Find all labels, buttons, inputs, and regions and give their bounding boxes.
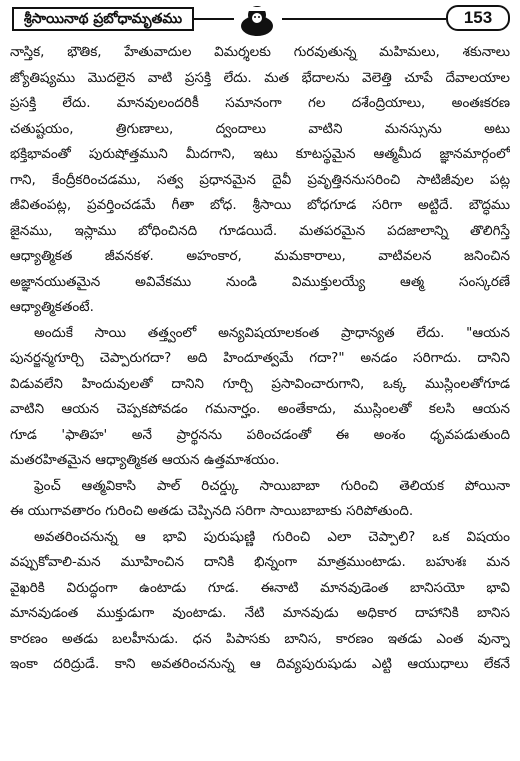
text-line: నాస్తిక, భౌతిక, హేతువాదుల విమర్శలకు గురవుతున్న మహిమలు, శకునాలు xyxy=(10,44,510,60)
text-line: ఈ యుగావతారం గురించి అతడు చెప్పినది సరిగా సాయిబాబాకు సరిపోతుంది. xyxy=(10,503,414,519)
text-line: వాటిని ఆయన చెప్పకపోవడం గమనార్హం. అంతేకాదు, ముస్లింలతో కలసి ఆయన xyxy=(10,401,510,417)
text-line: జైనము, ఇస్లాము బోధించినది గూడయిదే. మతపరమైన పదజాలాన్ని తొలిగిస్తే xyxy=(10,222,510,239)
text-line: అందుకే సాయి తత్త్వంలో అన్యవిషయాలకంత ప్రాధాన్యత లేదు. "ఆయన xyxy=(34,324,510,341)
header-rule-left xyxy=(194,18,234,20)
sai-baba-portrait-icon xyxy=(234,4,280,36)
text-line: ఆధ్యాత్మికతంటే. xyxy=(10,299,94,315)
text-line: ఇంకా దరిద్రుడే. కాని అవతరించనున్న ఆ దివ్యపురుషుడు ఎట్టి ఆయుధాలు లేకనే xyxy=(10,656,510,672)
text-line: గూడ 'ఫాతిహ' అనే ప్రార్థనను పఠించడంతో ఈ అంశం ధృవపడుతుంది xyxy=(10,426,510,443)
body-text xyxy=(10,40,510,678)
text-line: కారణం అతడు బలహీనుడు. ధన పిపాసకు బానిస, కారణం ఇతడు ఎంత వున్నా xyxy=(10,630,510,647)
text-line: వప్పుకోవాలి-మన మూహించిన దానికి భిన్నంగా మాత్రముంటాడు. బహుశః మన xyxy=(10,554,510,570)
header-rule-right xyxy=(282,18,446,20)
text-line: విడువలేని హిందువులతో దానిని గూర్చి ప్రసావించారుగాని, ఒక్క ముస్లింలతోగూడ xyxy=(10,375,510,392)
text-line: పునర్జన్మగూర్చి చెప్పారుగదా? అది హిందూత్వమే గదా?" అనడం సరిగాదు. దానిని xyxy=(10,350,510,366)
text-line: అవతరించనున్న ఆ భావి పురుషుణ్ణి గురించి ఎలా చెప్పాలి? ఒక విషయం xyxy=(34,528,510,545)
text-line: జ్యోతిష్యము మొదలైన వాటి ప్రసక్తి లేదు. మత భేదాలను వెలెత్తి చూపే దేవాలయాల xyxy=(10,69,510,86)
text-line: ప్రసక్తి లేదు. మానవులందరికీ సమానంగా గల దశేంద్రియాలు, అంతఃకరణ xyxy=(10,95,510,111)
text-line: అజ్ఞానయుతమైన అవివేకము నుండి విముక్తులయ్యే ఆత్మ సంస్కరణే xyxy=(10,273,510,290)
text-line: మతరహితమైన ఆధ్యాత్మికత ఆయన ఉత్తమాశయం. xyxy=(10,452,280,468)
text-line: భక్తిభావంతో పురుషోత్తముని మీదగాని, ఇటు కూటస్థమైన ఆత్మమీద జ్ఞానమార్గంలో xyxy=(10,146,510,162)
running-title: శ్రీసాయినాథ ప్రబోధామృతము xyxy=(12,7,194,31)
text-line: జీవితంపట్ల, ప్రవర్తించడమే గీతా బోధ. శ్రీసాయి బోధగూడ సరిగా అట్టిదే. బౌద్ధము xyxy=(10,197,510,213)
text-line: ఆధ్యాత్మికత జీవనకళ. అహంకార, మమకారాలు, వాటివలన జనించిన xyxy=(10,248,510,264)
page-number: 153 xyxy=(446,5,510,31)
text-line: చతుష్టయం, త్రిగుణాలు, ద్వందాలు వాటిని మనస్సును అటు xyxy=(10,120,510,137)
text-line: మానవుడంత ముక్తుడుగా వుంటాడు. నేటి మానవుడు అధికార దాహానికి బానిస xyxy=(10,605,510,621)
text-line: వైఖరికి విరుద్ధంగా ఉంటాడు గూడ. ఈనాటి మానవుడెంత బానిసయో భావి xyxy=(10,579,510,596)
text-line: గాని, కేంద్రీకరించడము, సత్వ ప్రధానమైన దైవీ ప్రవృత్తిననుసరించి సాటిజీవుల పట్ల xyxy=(10,171,510,188)
text-line: ఫ్రెంచ్ ఆత్మవికాసి పాల్ రిచర్డ్కు సాయిబాబా గురించి తెలియక పోయినా xyxy=(34,477,510,494)
page-header xyxy=(8,4,512,34)
